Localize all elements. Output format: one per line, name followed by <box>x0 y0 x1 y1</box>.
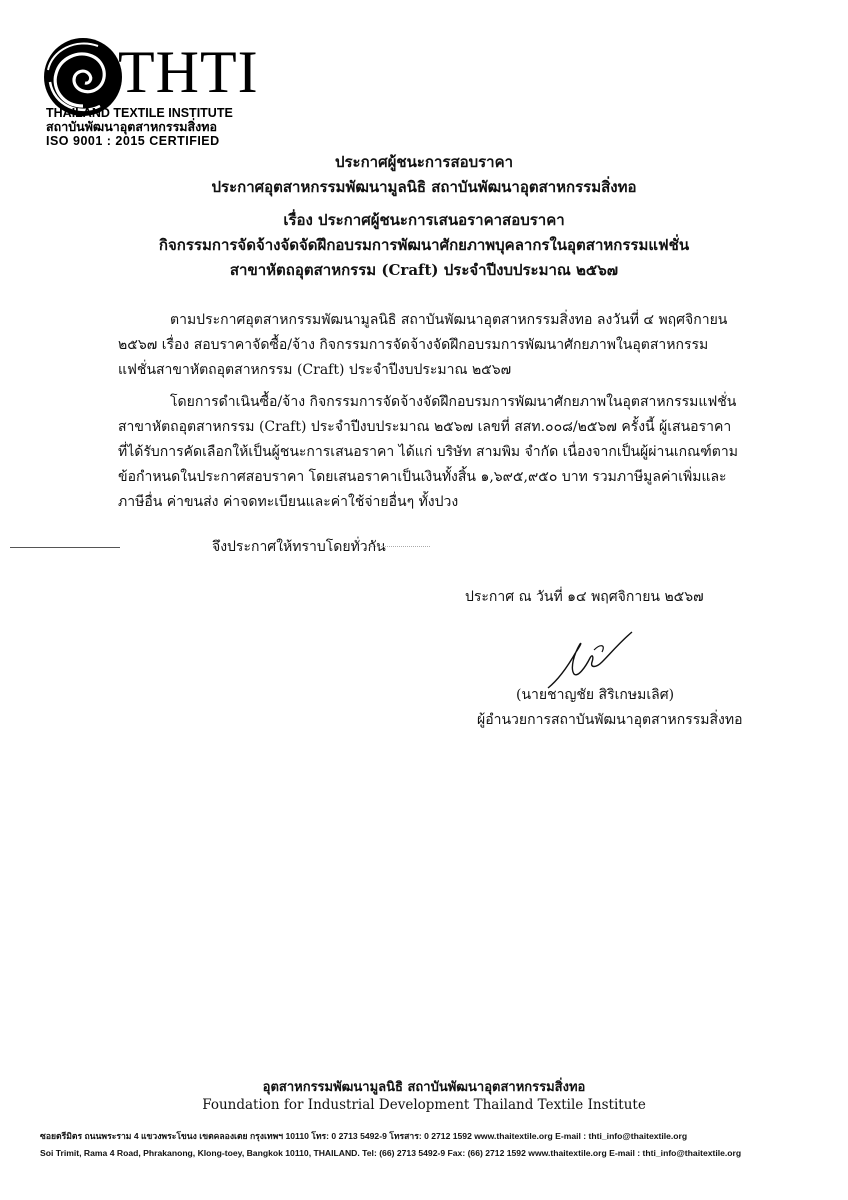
closing-statement: จึงประกาศให้ทราบโดยทั่วกัน <box>212 539 386 555</box>
paragraph-2-line-4: ข้อกำหนดในประกาศสอบราคา โดยเสนอราคาเป็นเงินทั้งสิ้น ๑,๖๙๕,๙๕๐ บาท รวมภาษีมูลค่าเพิ่มและ <box>118 469 727 485</box>
paragraph-2-line-5: ภาษีอื่น ค่าขนส่ง ค่าจดทะเบียนและค่าใช้จ่ายอื่นๆ ทั้งปวง <box>118 494 459 510</box>
footer-org-th: อุตสาหกรรมพัฒนามูลนิธิ สถาบันพัฒนาอุตสาหกรรมสิ่งทอ <box>262 1080 586 1095</box>
logo-acronym: THTI <box>118 39 259 105</box>
logo-name-th: สถาบันพัฒนาอุตสาหกรรมสิ่งทอ <box>46 120 218 134</box>
footer-address-en: Soi Trimit, Rama 4 Road, Phrakanong, Klong-toey, Bangkok 10110, THAILAND. Tel: (66) 2713 5492-9 Fax: (66) 2712 1592 www.thaitextile.org E-mail : thti_info@thaitextile.org <box>40 1148 742 1158</box>
heading-line-4: กิจกรรมการจัดจ้างจัดจัดฝึกอบรมการพัฒนาศักยภาพบุคลากรในอุตสาหกรรมแฟชั่น <box>158 236 690 254</box>
paragraph-2-line-3: ที่ได้รับการคัดเลือกให้เป็นผู้ชนะการเสนอราคา ได้แก่ บริษัท สามพิม จำกัด เนื่องจากเป็นผู้ผ่านเกณฑ์ตาม <box>118 444 738 460</box>
handwritten-signature <box>540 622 640 692</box>
scan-artifact-dots <box>370 546 430 547</box>
announcement-date: ประกาศ ณ วันที่ ๑๔ พฤศจิกายน ๒๕๖๗ <box>465 589 704 605</box>
logo-certification: ISO 9001 : 2015 CERTIFIED <box>46 134 220 148</box>
footer-address-th: ซอยตรีมิตร ถนนพระราม 4 แขวงพระโขนง เขตคลองเตย กรุงเทพฯ 10110 โทร: 0 2713 5492-9 โทรสาร: 0 2712 1592 www.thaitextile.org E-mail : thti_info@thaitextile.org <box>40 1131 688 1141</box>
paragraph-1-line-2: ๒๕๖๗ เรื่อง สอบราคาจัดซื้อ/จ้าง กิจกรรมการจัดจ้างจัดฝึกอบรมการพัฒนาศักยภาพในอุตสาหกรรม <box>118 337 709 353</box>
paragraph-1-line-1: ตามประกาศอุตสาหกรรมพัฒนามูลนิธิ สถาบันพัฒนาอุตสาหกรรมสิ่งทอ ลงวันที่ ๔ พฤศจิกายน <box>170 312 728 328</box>
paragraph-2-line-2: สาขาหัตถอุตสาหกรรม (Craft) ประจำปีงบประมาณ ๒๕๖๗ เลขที่ สสท.๐๐๘/๒๕๖๗ ครั้งนี้ ผู้เสนอราคา <box>118 419 732 435</box>
paragraph-2-line-1: โดยการดำเนินซื้อ/จ้าง กิจกรรมการจัดจ้างจัดฝึกอบรมการพัฒนาศักยภาพในอุตสาหกรรมแฟชั่น <box>170 394 737 410</box>
thti-logo <box>42 36 272 151</box>
paragraph-1-line-3: แฟชั่นสาขาหัตถอุตสาหกรรม (Craft) ประจำปีงบประมาณ ๒๕๖๗ <box>118 362 512 378</box>
logo-name-en: THAILAND TEXTILE INSTITUTE <box>46 106 233 120</box>
signatory-name: (นายชาญชัย สิริเกษมเลิศ) <box>516 687 675 703</box>
heading-subject: เรื่อง ประกาศผู้ชนะการเสนอราคาสอบราคา <box>283 211 565 229</box>
heading-line-2: ประกาศอุตสาหกรรมพัฒนามูลนิธิ สถาบันพัฒนาอุตสาหกรรมสิ่งทอ <box>211 178 637 196</box>
signatory-title: ผู้อำนวยการสถาบันพัฒนาอุตสาหกรรมสิ่งทอ <box>477 712 743 728</box>
heading-line-1: ประกาศผู้ชนะการสอบราคา <box>334 153 514 171</box>
scan-artifact-line <box>10 547 120 548</box>
heading-line-5: สาขาหัตถอุตสาหกรรม (Craft) ประจำปีงบประมาณ ๒๕๖๗ <box>229 261 619 279</box>
footer-org-en: Foundation for Industrial Development Thailand Textile Institute <box>202 1097 646 1113</box>
